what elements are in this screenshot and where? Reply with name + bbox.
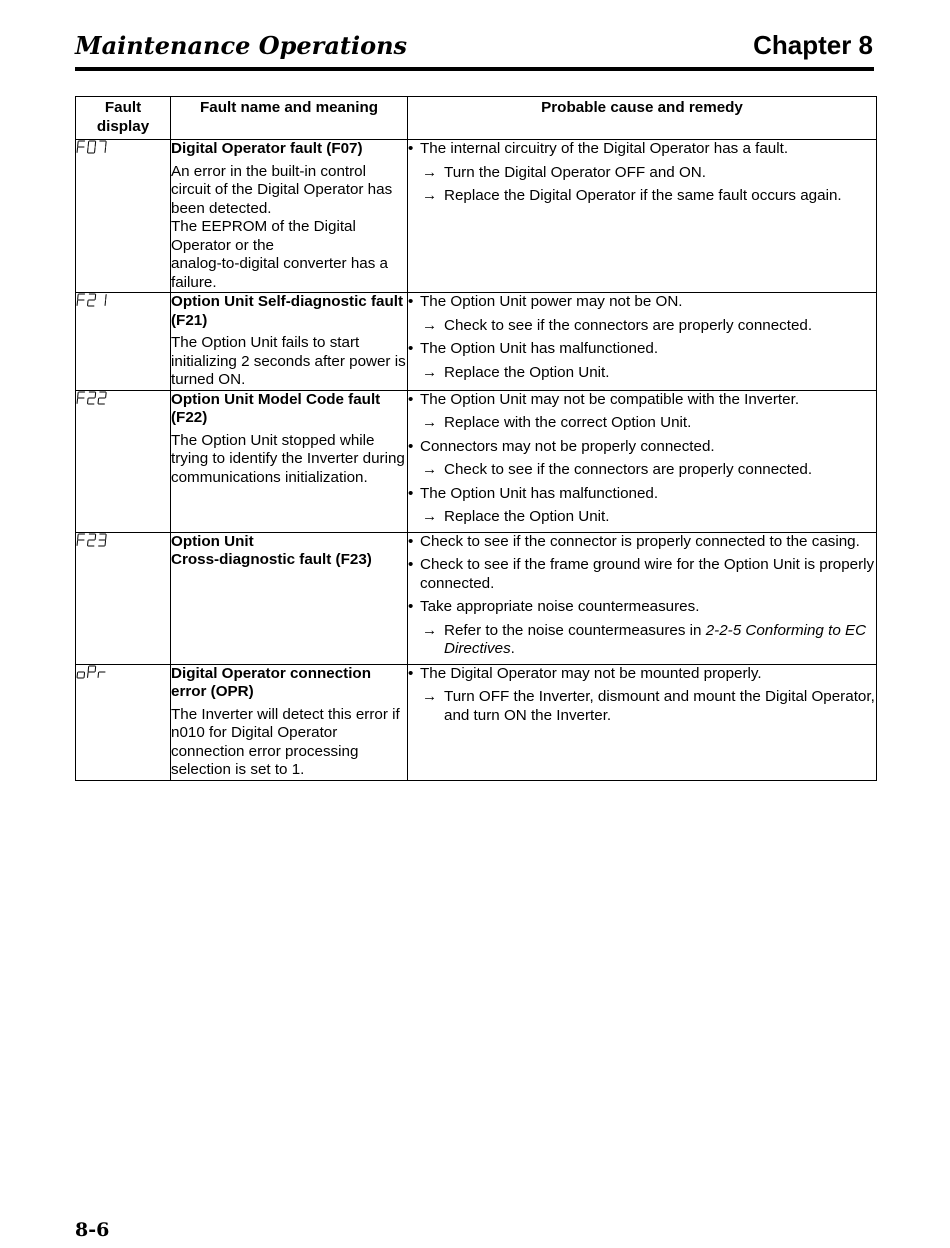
fault-display-cell (76, 664, 171, 780)
fault-name: Option Unit Model Code fault (F22) (171, 390, 381, 426)
fault-meaning: The Inverter will detect this error if n010 for Digital Operator connection error processing selection is set to 1. (171, 705, 400, 778)
remedy-item (408, 187, 876, 206)
probable-cause-item (408, 293, 876, 312)
cause-text: The Digital Operator may not be mounted properly. (420, 664, 762, 682)
reference-suffix: . (510, 640, 515, 657)
fault-display-cell (76, 140, 171, 293)
remedy-item (408, 164, 876, 183)
probable-cause-item (408, 556, 876, 593)
probable-cause-item (408, 391, 876, 410)
cause-remedy-cell (408, 140, 877, 293)
table-header-row (76, 97, 877, 140)
remedy-text: Refer to the noise countermeasures in (444, 621, 706, 639)
fault-code-glyph (76, 391, 170, 406)
remedy-item (408, 414, 876, 433)
fault-table (75, 96, 877, 781)
remedy-text: Replace the Option Unit. (444, 508, 610, 525)
cause-text: The Option Unit may not be compatible with the Inverter. (420, 390, 800, 408)
fault-display-cell (76, 390, 171, 532)
header-rule (75, 67, 874, 71)
fault-display-cell (76, 293, 171, 391)
cause-text: The Option Unit has malfunctioned. (420, 340, 659, 357)
remedy-text: Replace the Digital Operator if the same fault occurs again. (444, 187, 842, 204)
cause-text: The internal circuitry of the Digital Operator has a fault. (420, 140, 789, 157)
fault-name-cell (171, 390, 408, 532)
cause-text: The Option Unit has malfunctioned. (420, 484, 659, 502)
table-row (76, 293, 877, 391)
fault-meaning: An error in the built-in control circuit of the Digital Operator has been detected. The EEPROM of the Digital Operator or the analog-to-digital converter has a failure. (171, 162, 393, 291)
fault-name: Option Unit Self-diagnostic fault (F21) (171, 293, 404, 329)
fault-display-cell (76, 532, 171, 664)
fault-name-cell (171, 664, 408, 780)
cause-text: The Option Unit power may not be ON. (420, 293, 683, 310)
probable-cause-item (408, 598, 876, 617)
table-row (76, 140, 877, 293)
fault-code-glyph (76, 293, 170, 308)
cause-text: Connectors may not be properly connected. (420, 437, 715, 455)
fault-name: Digital Operator fault (F07) (171, 140, 363, 157)
remedy-text: Turn OFF the Inverter, dismount and mount the Digital Operator, and turn ON the Inverter. (444, 688, 875, 724)
remedy-item (408, 688, 876, 725)
remedy-item (408, 622, 876, 659)
page-number: 8-6 (75, 1219, 110, 1241)
fault-meaning: The Option Unit stopped while trying to identify the Inverter during communications initialization. (171, 431, 405, 486)
probable-cause-item (408, 438, 876, 457)
fault-name-cell (171, 532, 408, 664)
probable-cause-item (408, 533, 876, 552)
probable-cause-item (408, 485, 876, 504)
cause-remedy-cell (408, 390, 877, 532)
probable-cause-item (408, 140, 876, 159)
column-header-fault-name: Fault name and meaning (171, 97, 408, 140)
table-row (76, 664, 877, 780)
probable-cause-item (408, 340, 876, 359)
column-header-fault-display: Fault display (76, 97, 171, 140)
remedy-item (408, 317, 876, 336)
cause-text: Check to see if the frame ground wire for the Option Unit is properly connected. (420, 556, 875, 592)
remedy-text: Check to see if the connectors are properly connected. (444, 461, 813, 478)
fault-name-cell (171, 140, 408, 293)
cause-remedy-cell (408, 293, 877, 391)
section-title: Maintenance Operations (75, 31, 408, 60)
table-row (76, 390, 877, 532)
fault-name: Option Unit Cross-diagnostic fault (F23) (171, 532, 372, 568)
fault-name: Digital Operator connection error (OPR) (171, 664, 371, 700)
remedy-text: Check to see if the connectors are properly connected. (444, 316, 813, 334)
section-reference: 2-2-5 Conforming to EC Directives (444, 621, 867, 657)
cause-text: Check to see if the connector is properly connected to the casing. (420, 532, 860, 550)
remedy-text: Replace with the correct Option Unit. (444, 414, 692, 431)
remedy-text: Replace the Option Unit. (444, 363, 610, 381)
fault-code-glyph (76, 140, 170, 155)
probable-cause-item (408, 665, 876, 684)
cause-remedy-cell (408, 532, 877, 664)
column-header-cause-remedy: Probable cause and remedy (408, 97, 877, 140)
fault-meaning: The Option Unit fails to start initializing 2 seconds after power is turned ON. (171, 334, 406, 388)
cause-text: Take appropriate noise countermeasures. (420, 598, 700, 615)
fault-name-cell (171, 293, 408, 391)
remedy-item (408, 461, 876, 480)
remedy-item (408, 364, 876, 383)
table-row (76, 532, 877, 664)
fault-code-glyph (76, 533, 170, 548)
cause-remedy-cell (408, 664, 877, 780)
remedy-item (408, 508, 876, 527)
remedy-text: Turn the Digital Operator OFF and ON. (444, 163, 706, 181)
chapter-label: Chapter 8 (753, 30, 873, 60)
fault-code-glyph (76, 665, 170, 680)
